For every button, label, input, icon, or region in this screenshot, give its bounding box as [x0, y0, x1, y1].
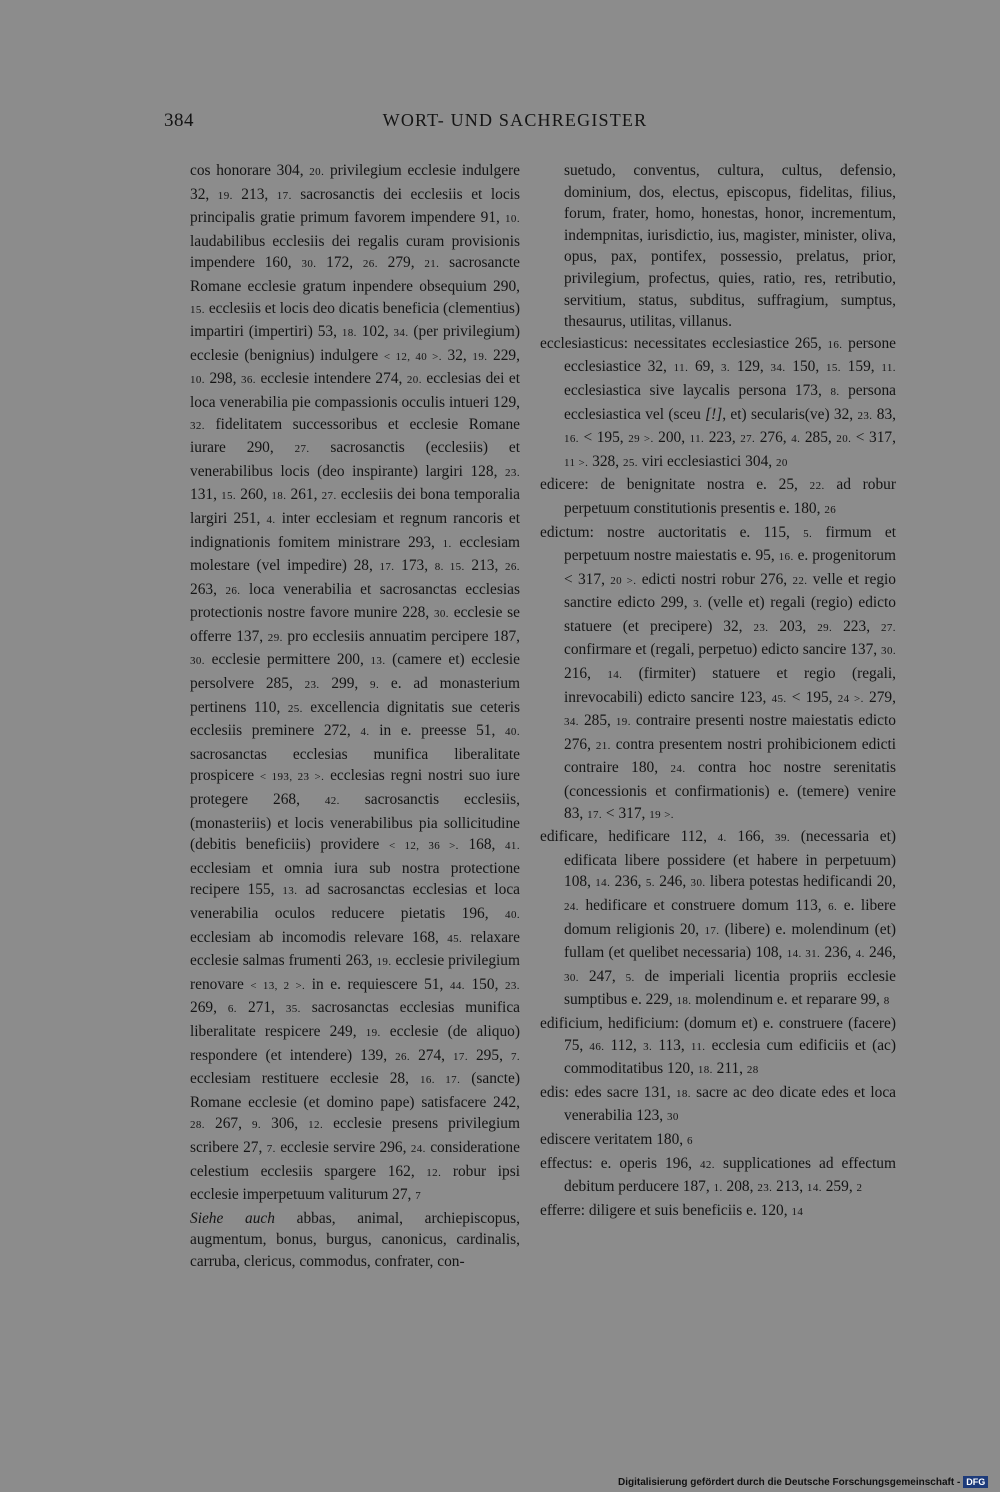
entry-text: velle et regio sanctire edicto 299,: [564, 570, 896, 612]
see-also-text: abbas, animal, archiepiscopus, augmentum, bonus, burgus, canonicus, cardinalis, carruba, clericus, commodus, confrater, con-: [190, 1209, 520, 1270]
line-ref: 24.: [410, 1142, 426, 1155]
line-ref: 34.: [770, 362, 786, 375]
index-entry-ecclesiasticus: [540, 333, 896, 475]
entry-text: 223,: [708, 429, 736, 447]
line-ref: 5.: [625, 971, 635, 984]
index-entry-effectus: [540, 1153, 896, 1200]
line-ref: 11.: [881, 362, 896, 375]
line-ref: 30.: [881, 645, 896, 658]
entry-text: < 195,: [791, 688, 833, 706]
line-ref: 42.: [324, 795, 340, 808]
entry-text: cos honorare 304,: [190, 162, 304, 179]
line-ref: 27.: [880, 621, 896, 634]
entry-text: 150,: [792, 358, 820, 376]
line-ref: 16.: [827, 338, 843, 351]
entry-text: confirmare et (regali, perpetuo) edicto sancire 137,: [564, 641, 878, 659]
entry-text: 203,: [779, 617, 807, 635]
entry-text: privilegium ecclesie indulgere 32,: [190, 162, 520, 203]
entry-text: contra hoc nostre serenitatis (concessionis et confirmationis) e. (temere) venire 83,: [564, 759, 896, 822]
entry-text: consideratione celestium ecclesiis spargere 162,: [190, 1138, 520, 1180]
line-ref: 35.: [285, 1003, 301, 1016]
entry-text: 285,: [804, 429, 832, 447]
line-ref: 8.: [830, 385, 840, 398]
line-ref: 24.: [564, 901, 579, 913]
line-ref: 39.: [775, 832, 790, 845]
entry-text: ecclesiam restituere ecclesie 28,: [190, 1070, 409, 1088]
entry-text: laudabilibus ecclesiis dei regalis curam provisionis impendere 160,: [190, 232, 520, 272]
line-ref: 11.: [673, 362, 689, 375]
entry-text: in e. requiescere 51,: [311, 975, 444, 993]
line-ref: 17.: [704, 924, 720, 937]
index-entry-edificare: [540, 826, 896, 1013]
line-ref: 19.: [615, 716, 631, 729]
line-ref: 30.: [301, 258, 317, 271]
line-ref: 15.: [825, 362, 841, 375]
line-ref: 41.: [505, 840, 520, 853]
line-ref: 4.: [791, 433, 801, 446]
entry-text: 83,: [876, 405, 896, 423]
entry-text: ecclesias dei et loca venerabilia pie compassionis occulis intueri 129,: [190, 370, 521, 411]
entry-text: 112,: [610, 1036, 637, 1054]
entry-text: libera potestas hedificandi 20,: [709, 873, 896, 891]
line-ref: 29.: [267, 631, 283, 644]
entry-text: ecclesiam molestare (vel impedire) 28,: [190, 533, 520, 575]
entry-text: 246,: [869, 944, 896, 962]
line-ref: 45.: [447, 932, 463, 945]
line-ref: 14.: [595, 877, 611, 890]
line-ref: 9.: [370, 679, 380, 692]
left-column: [190, 160, 520, 1273]
entry-text: ad sacrosanctas ecclesias et loca venerabilia oculos reducere pietatis 196,: [190, 881, 520, 922]
entry-text: e. progenitorum < 317,: [564, 547, 896, 588]
entry-text: edificare, hedificare 112,: [540, 828, 707, 846]
entry-text: loca venerabilia et sacrosanctas ecclesias protectionis nostre favore munire 228,: [190, 580, 520, 622]
running-title: WORT- UND SACHREGISTER: [382, 110, 648, 130]
dfg-logo-icon: DFG: [963, 1476, 988, 1488]
entry-text: 200,: [658, 429, 686, 447]
entry-text: ediscere veritatem 180,: [540, 1130, 684, 1148]
line-ref: 27.: [740, 433, 756, 446]
line-ref: 28.: [190, 1119, 205, 1132]
line-ref: 16. 17.: [419, 1074, 461, 1087]
entry-text: 32,: [447, 346, 467, 364]
entry-text: (libere) e. molendinum (et) fullam (et quelibet necessaria) 108,: [564, 920, 896, 962]
entry-text: 150,: [471, 975, 499, 993]
line-ref: 36.: [240, 374, 256, 387]
entry-text: ecclesiis dei bona temporalia largiri 251,: [190, 486, 520, 527]
entry-text: e. ad monasterium pertinens 110,: [190, 675, 520, 716]
index-entry-edictum: [540, 522, 896, 827]
entry-text: sacrosanctis dei ecclesiis et locis principalis gratie primum favorem impendere 91,: [190, 185, 520, 227]
line-ref: 40.: [505, 726, 520, 739]
line-ref: 14: [791, 1205, 804, 1218]
line-ref: 34.: [564, 716, 579, 729]
entry-text: ecclesie permittere 200,: [211, 651, 364, 669]
line-ref: < 12, 40 >.: [383, 350, 442, 363]
line-ref: 19 >.: [649, 808, 674, 821]
entry-text: 298,: [209, 370, 237, 388]
entry-text: 285,: [583, 712, 611, 730]
entry-text: 211,: [716, 1060, 744, 1078]
entry-text: sacre ac deo dicate edes et loca venerabilia 123,: [564, 1083, 896, 1125]
entry-text: edificium, hedificium: (domum et) e. construere (facere) 75,: [540, 1014, 896, 1054]
entry-text: < 317,: [605, 804, 646, 822]
line-ref: 19.: [376, 956, 392, 969]
entry-text: 213,: [471, 557, 499, 575]
entry-text: pro ecclesiis annuatim percipere 187,: [287, 627, 520, 645]
entry-text: 236,: [614, 873, 642, 891]
line-ref: 1.: [713, 1182, 723, 1195]
see-also-entry: [190, 1208, 520, 1273]
entry-text: ecclesiis et locis deo dicatis beneficia (clementius) impartiri (impertiri) 53,: [190, 299, 520, 341]
line-ref: 30.: [190, 655, 205, 668]
line-ref: 14.: [607, 669, 623, 682]
line-ref: < 12, 36 >.: [388, 840, 459, 853]
entry-text: sacrosanctas ecclesias munifica liberalitate respicere 249,: [190, 999, 520, 1040]
line-ref: 19.: [472, 350, 488, 363]
entry-text: in e. preesse 51,: [379, 722, 496, 740]
entry-text: ecclesie presens privilegium scribere 27,: [190, 1115, 520, 1156]
entry-text: (per privilegium) ecclesie (benignius) indulgere: [190, 323, 520, 364]
line-ref: 29 >.: [628, 433, 654, 446]
entry-text: ecclesie intendere 274,: [260, 370, 403, 388]
page-number: 384: [164, 110, 194, 131]
entry-text: 246,: [659, 873, 687, 891]
line-ref: 10.: [190, 374, 205, 387]
entry-text: 259,: [825, 1178, 853, 1196]
see-also-label: Siehe auch: [190, 1209, 275, 1227]
line-ref: 28: [746, 1064, 759, 1077]
line-ref: 11.: [690, 1040, 706, 1053]
entry-text: sacrosancte Romane ecclesie gratum inpendere obsequium 290,: [190, 254, 521, 295]
entry-text: edicere: de benignitate nostra e. 25,: [540, 476, 798, 494]
entry-text: 208,: [726, 1178, 754, 1196]
line-ref: 12.: [308, 1119, 324, 1132]
line-ref: 23.: [505, 466, 520, 479]
entry-text: relaxare ecclesie salmas frumenti 263,: [190, 928, 520, 970]
line-ref: 5.: [645, 877, 655, 890]
line-ref: 46.: [589, 1040, 605, 1053]
line-ref: 18.: [676, 995, 692, 1008]
entry-text: inter ecclesiam et regnum rancoris et indignationis fomitem ministrare 293,: [190, 509, 520, 551]
entry-text: 263,: [190, 580, 217, 598]
line-ref: 23.: [757, 1182, 773, 1195]
line-ref: 45.: [771, 692, 787, 705]
entry-text: 328,: [592, 452, 620, 470]
entry-text: ecclesiam et omnia iura sub nostra protectione recipere 155,: [190, 859, 520, 899]
entry-text: 261,: [290, 486, 318, 504]
entry-text: 213,: [241, 185, 269, 203]
line-ref: 14.: [806, 1182, 822, 1195]
entry-text: ecclesie privilegium renovare: [190, 952, 520, 993]
index-entry-ediscere: [540, 1129, 896, 1153]
entry-text: 113,: [658, 1036, 685, 1054]
line-ref: 13.: [282, 885, 298, 898]
entry-text: supplicationes ad effectum debitum perducere 187,: [564, 1154, 896, 1196]
entry-text: 159,: [847, 358, 875, 376]
page-header: [164, 110, 866, 140]
line-ref: 20 >.: [610, 574, 637, 587]
line-ref: 30.: [690, 877, 706, 890]
line-ref: 18.: [271, 490, 287, 503]
line-ref: 26: [824, 503, 837, 516]
line-ref: 15.: [190, 303, 205, 316]
line-ref: 7: [415, 1190, 422, 1203]
entry-text: ecclesiasticus: necessitates ecclesiastice 265,: [540, 334, 822, 352]
entry-text: ecclesie (de aliquo) respondere (et intendere) 139,: [190, 1022, 520, 1064]
entry-text: 269,: [190, 999, 217, 1017]
line-ref: 32.: [190, 419, 205, 432]
entry-text: e. libere domum religionis 20,: [564, 897, 896, 938]
line-ref: 25.: [287, 702, 303, 715]
entry-text: 172,: [326, 254, 354, 272]
line-ref: 12.: [426, 1166, 442, 1179]
entry-text: persona ecclesiastica vel (sceu: [564, 381, 896, 423]
entry-text: 274,: [418, 1046, 445, 1064]
entry-text: sacrosanctis (ecclesiis) et venerabilibus locis (deo inspirante) largiri 128,: [190, 439, 520, 480]
entry-text: efferre: diligere et suis beneficiis e. 120,: [540, 1201, 788, 1219]
line-ref: 6.: [227, 1003, 237, 1016]
entry-text: 236,: [824, 944, 852, 962]
line-ref: 16.: [778, 551, 794, 564]
entry-text: firmum et perpetuum nostre maiestatis e. 95,: [564, 523, 896, 565]
entry-text: 229,: [493, 346, 520, 364]
line-ref: 1.: [442, 537, 452, 550]
index-entry-efferre: [540, 1200, 896, 1224]
entry-text: (sancte) Romane ecclesie (et domino pape) satisfacere 242,: [190, 1070, 520, 1111]
line-ref: 2: [856, 1182, 863, 1195]
credit-text: Digitalisierung gefördert durch die Deutsche Forschungsgemeinschaft -: [618, 1476, 961, 1488]
line-ref: 23.: [857, 409, 873, 422]
line-ref: 26.: [362, 258, 378, 271]
entry-text: 166,: [737, 828, 765, 846]
entry-text: 129,: [736, 358, 764, 376]
line-ref: 17.: [379, 561, 395, 574]
entry-text: fidelitatem successoribus et ecclesie Romane iurare 290,: [190, 415, 520, 457]
entry-text: suetudo, conventus, cultura, cultus, defensio, dominium, dos, electus, episcopus, fidelitas, filius, forum, frater, homo, honestas, honor, incrementum, indempnitas, iurisdictio, ius, magister, minister, oliva, opus, pax, pontifex, possessio, prelatus, prior, privilegium, profectus, quies, ratio, res, retributio, servitium, status, subditus, suffragium, sumptus, thesaurus, utilitas, villanus.: [564, 162, 896, 331]
line-ref: 3.: [693, 598, 703, 611]
line-ref: 18.: [675, 1087, 691, 1100]
line-ref: 26.: [395, 1050, 411, 1063]
line-ref: 40.: [505, 909, 520, 921]
entry-text: sacrosanctas ecclesias munifica liberalitate prospicere: [190, 745, 520, 785]
entry-text: (firmiter) statuere et regio (regali, inrevocabili) edicto sancire 123,: [564, 665, 896, 706]
line-ref: < 193, 23 >.: [259, 771, 325, 784]
line-ref: 19.: [217, 189, 233, 202]
line-ref: 4.: [360, 726, 370, 739]
line-ref: 44.: [449, 979, 465, 992]
right-column: [540, 160, 896, 1223]
entry-text: ecclesiam ab incomodis relevare 168,: [190, 928, 439, 946]
editorial-mark: [!]: [705, 405, 723, 423]
line-ref: 30.: [433, 608, 449, 621]
entry-text: 173,: [401, 557, 429, 575]
line-ref: 34.: [393, 327, 409, 340]
entry-text: 69,: [694, 358, 715, 376]
entry-text: (camere et) ecclesie persolvere 285,: [190, 651, 520, 693]
entry-text: ecclesia cum edificiis et (ac) commoditatibus 120,: [564, 1036, 897, 1078]
line-ref: 3.: [721, 362, 731, 375]
entry-text: (necessaria et) edificata libere possidere (et habere in perpetuum) 108,: [564, 828, 896, 891]
line-ref: 21.: [595, 739, 611, 752]
entry-text: 102,: [361, 323, 389, 341]
line-ref: 19.: [365, 1026, 381, 1039]
entry-text: ecclesie servire 296,: [280, 1138, 407, 1156]
entry-text: robur ipsi ecclesie imperpetuum valiturum 27,: [190, 1162, 520, 1204]
entry-text: sacrosanctis ecclesiis, (monasteriis) et locis venerabilibus pia sollicitudine (debitis beneficiis) providere: [190, 791, 520, 854]
line-ref: 9.: [252, 1119, 262, 1132]
entry-text: ad robur perpetuum constitutionis presentis e. 180,: [564, 476, 897, 517]
digitization-credit: [618, 1476, 988, 1488]
line-ref: 10.: [505, 213, 520, 226]
entry-text: excellencia dignitatis sue ceteris ecclesiis preminere 272,: [190, 698, 520, 740]
entry-text: ecclesias regni nostri suo iure protegere 268,: [190, 767, 520, 809]
line-ref: 18.: [341, 327, 357, 340]
entry-text: (velle et) regali (regio) edicto statuere (et precipere) 32,: [564, 594, 896, 635]
entry-text: hedificare et construere domum 113,: [585, 897, 822, 914]
entry-text: 216,: [564, 665, 591, 683]
entry-text: , et) secularis(ve) 32,: [722, 405, 854, 423]
line-ref: 23.: [304, 679, 320, 692]
line-ref: 27.: [294, 443, 310, 456]
line-ref: 17.: [276, 189, 292, 202]
line-ref: 17.: [453, 1050, 468, 1063]
entry-text: 168,: [468, 836, 496, 854]
entry-continuation: [540, 160, 896, 333]
entry-text: 267,: [215, 1115, 242, 1133]
line-ref: 7.: [510, 1050, 520, 1063]
line-ref: 23.: [504, 979, 520, 992]
entry-text: molendinum e. et reparare 99,: [695, 991, 880, 1009]
line-ref: 11 >.: [564, 456, 589, 469]
entry-text: persone ecclesiastice 32,: [564, 334, 896, 376]
line-ref: 6.: [828, 901, 838, 913]
entry-text: contraire presenti nostre maiestatis edicto 276,: [564, 712, 896, 753]
line-ref: 26.: [505, 561, 520, 574]
line-ref: 24.: [670, 763, 686, 776]
line-ref: < 13, 2 >.: [250, 979, 306, 992]
entry-text: 276,: [759, 429, 787, 447]
entry-text: edictum: nostre auctoritatis e. 115,: [540, 523, 790, 541]
line-ref: 18.: [697, 1064, 713, 1077]
entry-text: < 195,: [583, 429, 624, 447]
line-ref: 27.: [321, 490, 337, 503]
line-ref: 30.: [564, 971, 579, 984]
line-ref: 3.: [643, 1040, 653, 1053]
entry-text: 306,: [271, 1115, 299, 1133]
entry-text: ecclesiastica sive laycalis persona 173,: [564, 381, 822, 399]
entry-text: 299,: [331, 675, 359, 693]
entry-text: viri ecclesiastici 304,: [641, 452, 773, 470]
line-ref: 20.: [309, 166, 325, 178]
line-ref: 22.: [792, 574, 808, 587]
line-ref: 20: [775, 456, 788, 469]
line-ref: 26.: [225, 584, 241, 597]
entry-text: 260,: [240, 486, 268, 504]
line-ref: 13.: [370, 655, 386, 668]
line-ref: 4.: [717, 832, 727, 845]
line-ref: 20.: [406, 374, 422, 387]
entry-text: 223,: [843, 617, 871, 635]
index-entry-edis: [540, 1082, 896, 1129]
line-ref: 20.: [836, 433, 852, 446]
entry-text: < 317,: [855, 429, 896, 447]
entry-text: edicti nostri robur 276,: [641, 570, 788, 588]
entry-text: ecclesie se offerre 137,: [190, 604, 520, 645]
line-ref: 8: [883, 995, 890, 1008]
entry-text: 279,: [869, 688, 896, 706]
line-ref: 15.: [221, 490, 237, 503]
line-ref: 16.: [564, 433, 579, 446]
entry-text: 247,: [588, 967, 616, 985]
entry-text: de imperiali licentia propriis ecclesie sumptibus e. 229,: [564, 967, 896, 1009]
line-ref: 4.: [855, 948, 865, 961]
line-ref: 22.: [809, 480, 825, 493]
entry-text: 213,: [776, 1178, 804, 1196]
line-ref: 42.: [699, 1158, 715, 1171]
line-ref: 11.: [689, 433, 705, 446]
line-ref: 7.: [266, 1142, 276, 1155]
line-ref: 14. 31.: [786, 948, 821, 961]
entry-text: 271,: [247, 999, 275, 1017]
line-ref: 5.: [803, 527, 813, 540]
entry-text: 295,: [475, 1046, 503, 1064]
line-ref: 4.: [266, 513, 276, 526]
entry-continuation: [190, 160, 520, 1208]
line-ref: 21.: [424, 258, 440, 271]
entry-text: 279,: [387, 254, 415, 272]
line-ref: 30: [667, 1111, 679, 1124]
entry-text: effectus: e. operis 196,: [540, 1154, 692, 1172]
line-ref: 8. 15.: [434, 561, 465, 574]
index-entry-edicere: [540, 474, 896, 521]
line-ref: 24 >.: [837, 692, 864, 705]
line-ref: 17.: [587, 808, 603, 821]
line-ref: 23.: [753, 621, 769, 634]
line-ref: 29.: [817, 621, 833, 634]
line-ref: 6: [687, 1134, 693, 1147]
entry-text: contra presentem nostri prohibicionem edicti contraire 180,: [564, 735, 896, 777]
entry-text: edis: edes sacre 131,: [540, 1083, 671, 1101]
index-entry-edificium: [540, 1013, 896, 1082]
entry-text: 131,: [190, 486, 217, 504]
line-ref: 25.: [622, 456, 638, 469]
